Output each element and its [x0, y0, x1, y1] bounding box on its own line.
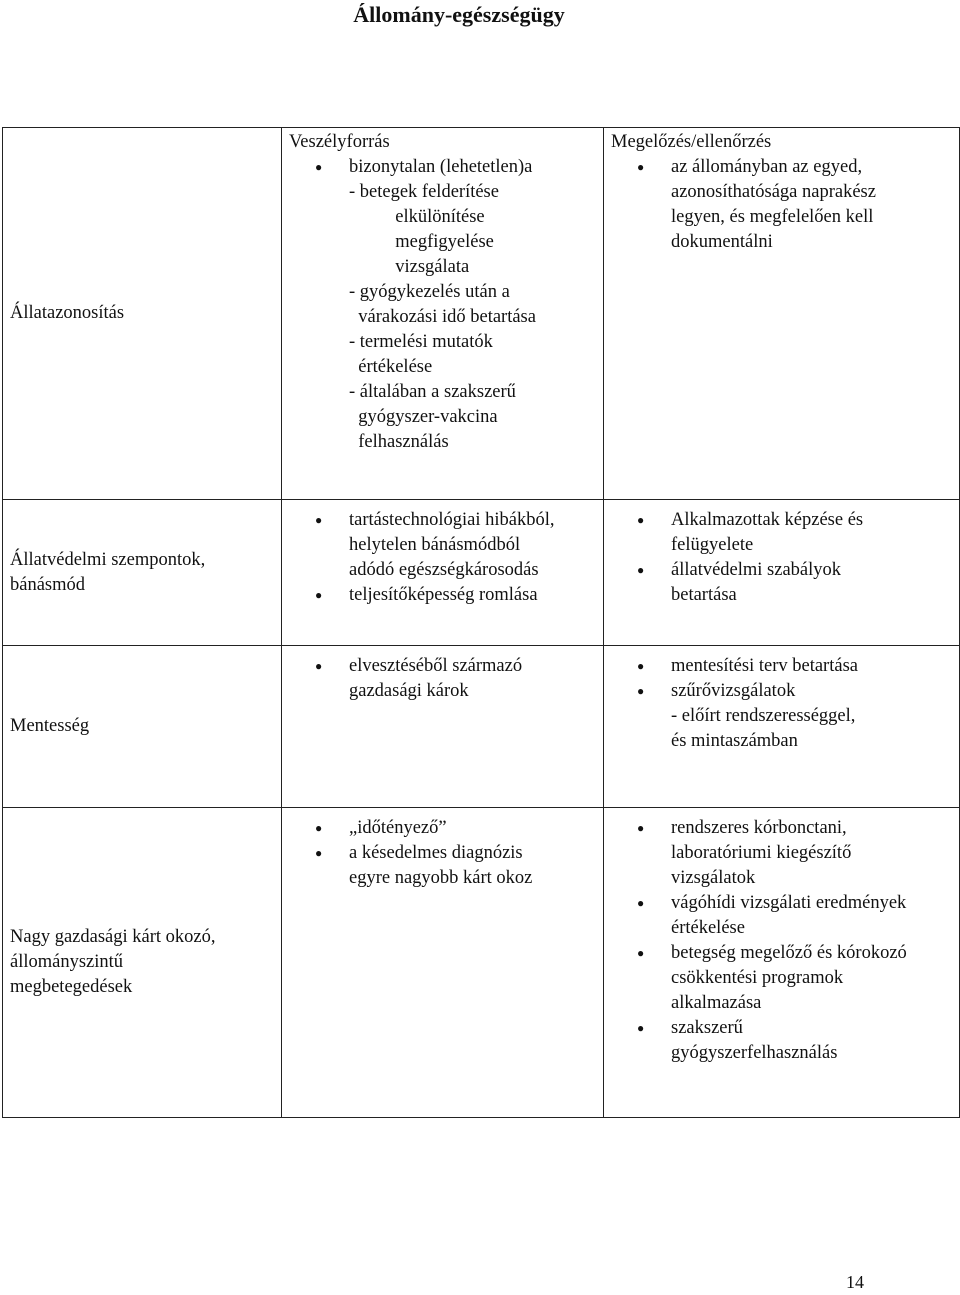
hazard-line: ● tartástechnológiai hibákból, [349, 510, 555, 530]
hazard-cell [282, 646, 604, 808]
prevention-line: ● mentesítési terv betartása [671, 656, 858, 676]
prevention-line: értékelése [671, 918, 745, 938]
prevention-line: ● betegség megelőző és kórokozó [671, 943, 907, 963]
hazard-line: ● bizonytalan (lehetetlen)a [349, 157, 533, 177]
prevention-item [604, 679, 959, 754]
prevention-line: csökkentési programok [671, 968, 844, 988]
page-title: Állomány-egészségügy [353, 2, 565, 27]
prevention-cell [604, 808, 960, 1118]
hazard-line: gazdasági károk [349, 681, 469, 701]
prevention-item [604, 508, 959, 558]
hazard-line: - gyógykezelés után a [349, 282, 510, 302]
hazard-line: felhasználás [349, 432, 449, 452]
row-label-line: állományszintű [10, 952, 124, 972]
prevention-item [604, 891, 959, 941]
table-row [3, 808, 960, 1118]
prevention-line: ● szűrővizsgálatok [671, 681, 796, 701]
hazard-line: megfigyelése [349, 232, 494, 252]
prevention-item [604, 941, 959, 1016]
hazard-line: ● „időtényező” [349, 818, 447, 838]
prevention-line: és mintaszámban [671, 731, 798, 751]
hazard-cell [282, 128, 604, 500]
hazard-line: elkülönítése [349, 207, 485, 227]
row-label-line: megbetegedések [10, 977, 133, 997]
hazard-column-header: Veszélyforrás [289, 132, 390, 152]
prevention-list [604, 508, 959, 608]
prevention-cell [604, 128, 960, 500]
prevention-cell [604, 646, 960, 808]
prevention-line: felügyelete [671, 535, 754, 555]
row-label [3, 808, 282, 1118]
hazard-cell [282, 500, 604, 646]
prevention-item [604, 1016, 959, 1066]
hazard-cell [282, 808, 604, 1118]
table-row [3, 646, 960, 808]
prevention-line: ● Alkalmazottak képzése és [671, 510, 864, 530]
prevention-item [604, 816, 959, 891]
row-label [3, 500, 282, 646]
row-label-line: Állatazonosítás [10, 303, 125, 323]
hazard-line: ● a késedelmes diagnózis [349, 843, 523, 863]
prevention-list [604, 654, 959, 754]
hazard-line: egyre nagyobb kárt okoz [349, 868, 533, 888]
prevention-line: ● vágóhídi vizsgálati eredmények [671, 893, 907, 913]
row-label-line: Mentesség [10, 716, 90, 736]
prevention-item [604, 654, 959, 679]
hazard-line: ● elvesztéséből származó [349, 656, 523, 676]
prevention-line: ● rendszeres kórbonctani, [671, 818, 847, 838]
hazard-item [282, 583, 603, 608]
hazard-line: értékelése [349, 357, 433, 377]
hazard-item [282, 155, 603, 455]
prevention-line: ● állatvédelmi szabályok [671, 560, 842, 580]
prevention-item [604, 558, 959, 608]
hazard-item [282, 841, 603, 891]
prevention-line: gyógyszerfelhasználás [671, 1043, 838, 1063]
hazard-item [282, 508, 603, 583]
prevention-line: alkalmazása [671, 993, 762, 1013]
hazard-line: gyógyszer-vakcina [349, 407, 498, 427]
table-row [3, 500, 960, 646]
hazard-line: adódó egészségkárosodás [349, 560, 539, 580]
prevention-line: legyen, és megfelelően kell [671, 207, 874, 227]
prevention-line: azonosíthatósága naprakész [671, 182, 876, 202]
hazard-list [282, 155, 603, 455]
hazard-line: - betegek felderítése [349, 182, 499, 202]
prevention-column-header: Megelőzés/ellenőrzés [611, 132, 772, 152]
prevention-line: laboratóriumi kiegészítő [671, 843, 852, 863]
prevention-line: dokumentálni [671, 232, 773, 252]
page-number: 14 [846, 1272, 864, 1292]
row-label [3, 646, 282, 808]
hazard-item [282, 654, 603, 704]
hazard-line: - általában a szakszerű [349, 382, 516, 402]
prevention-line: ● az állományban az egyed, [671, 157, 863, 177]
hazard-line: várakozási idő betartása [349, 307, 536, 327]
prevention-list [604, 816, 959, 1066]
hazard-list [282, 654, 603, 704]
prevention-list [604, 155, 959, 255]
hazard-list [282, 508, 603, 608]
hazard-line: ● teljesítőképesség romlása [349, 585, 538, 605]
prevention-item [604, 155, 959, 255]
prevention-line: vizsgálatok [671, 868, 756, 888]
row-label [3, 128, 282, 500]
hazard-line: helytelen bánásmódból [349, 535, 521, 555]
prevention-cell [604, 500, 960, 646]
prevention-line: betartása [671, 585, 737, 605]
prevention-line: ● szakszerű [671, 1018, 743, 1038]
table-row [3, 128, 960, 500]
prevention-line: - előírt rendszerességgel, [671, 706, 856, 726]
hazard-item [282, 816, 603, 841]
hazard-line: - termelési mutatók [349, 332, 493, 352]
row-label-line: bánásmód [10, 574, 86, 595]
hazard-list [282, 816, 603, 891]
row-label-line: Állatvédelmi szempontok, [10, 549, 206, 570]
hazard-line: vizsgálata [349, 257, 470, 277]
row-label-line: Nagy gazdasági kárt okozó, [10, 927, 216, 947]
health-table [2, 127, 960, 1118]
